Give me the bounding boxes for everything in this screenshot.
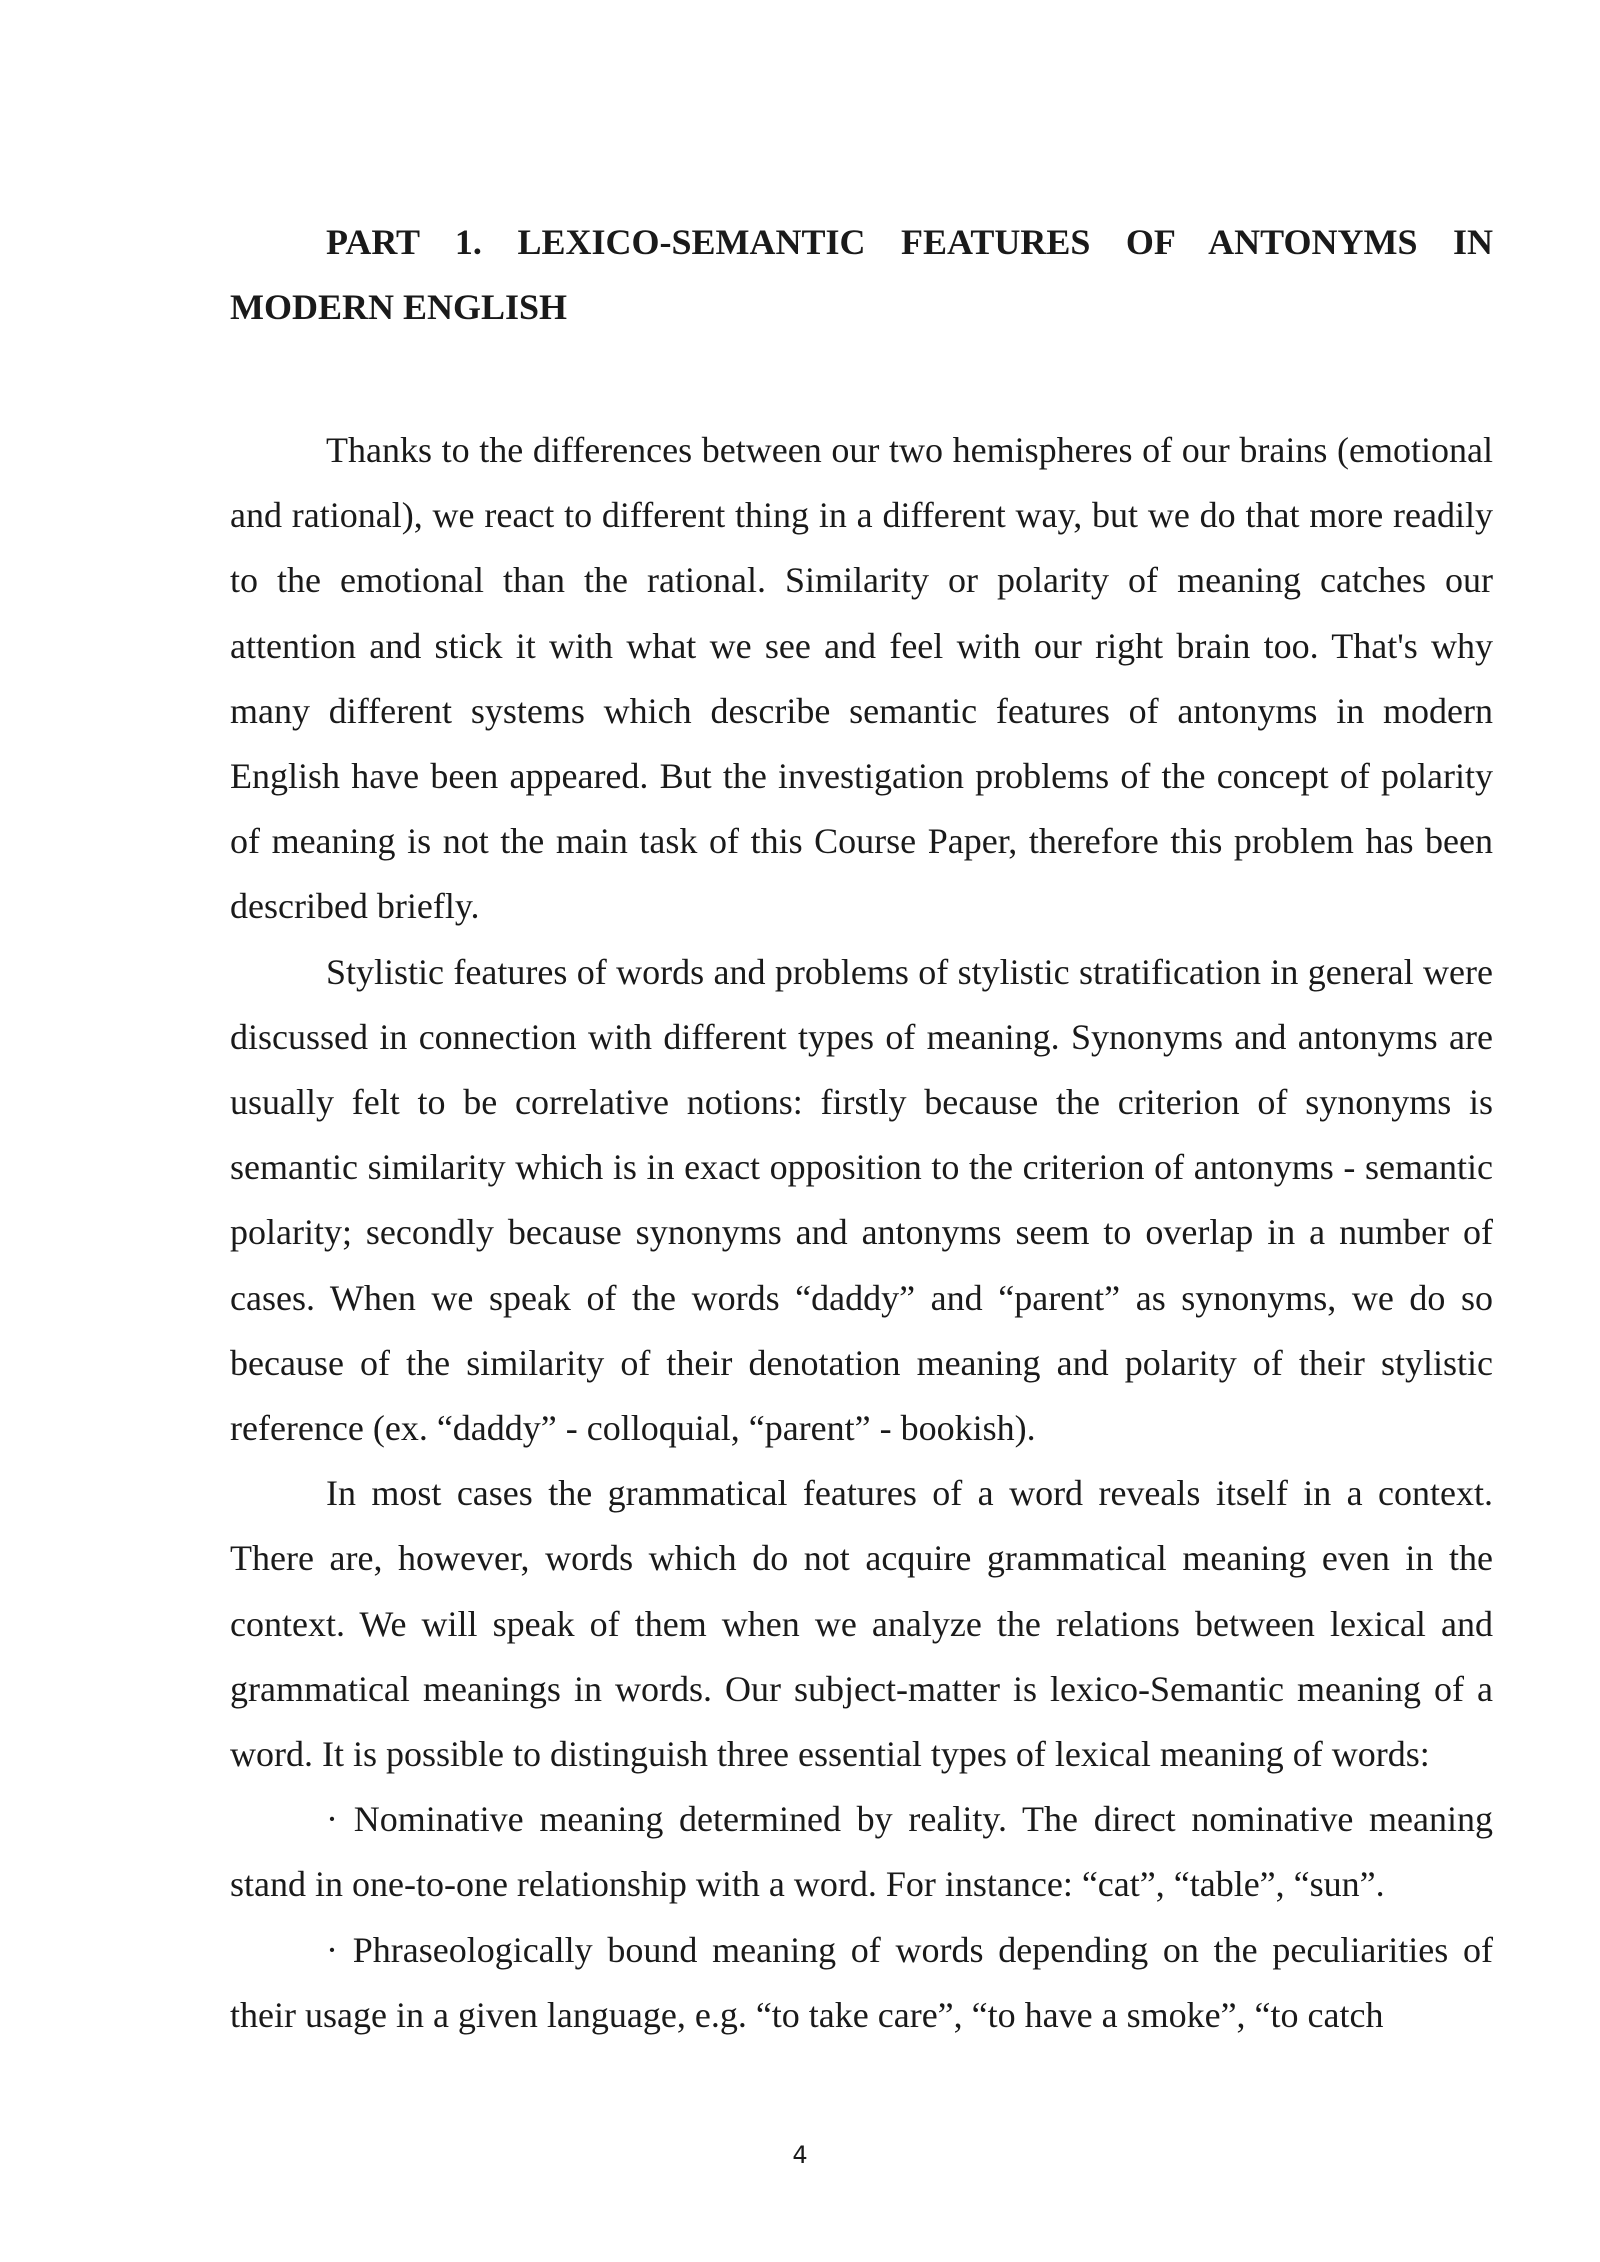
chapter-heading: PART 1. LEXICO-SEMANTIC FEATURES OF ANTONYMS IN MODERN ENGLISH: [230, 222, 1493, 327]
bullet-paragraph: · Nominative meaning determined by reality. The direct nominative meaning stand in one-to-one relationship with a word. For instance: “cat”, “table”, “sun”.: [230, 1799, 1493, 1905]
page-body: [230, 210, 1493, 2048]
paragraph: Stylistic features of words and problems of stylistic stratification in general were discussed in connection with different types of meaning. Synonyms and antonyms are usually felt to be correlative notions: firstly because the criterion of synonyms is semantic similarity which is in exact opposition to the criterion of antonyms - semantic polarity; secondly because synonyms and antonyms seem to overlap in a number of cases. When we speak of the words “daddy” and “parent” as synonyms, we do so because of the similarity of their denotation meaning and polarity of their stylistic reference (ex. “daddy” - colloquial, “parent” - bookish).: [230, 951, 1493, 1449]
page-number: 4: [792, 2141, 808, 2169]
bullet-paragraph: · Phraseologically bound meaning of words depending on the peculiarities of their usage in a given language, e.g. “to take care”, “to have a smoke”, “to catch: [230, 1929, 1493, 2035]
paragraph: Thanks to the differences between our two hemispheres of our brains (emotional and rational), we react to different thing in a different way, but we do that more readily to the emotional than the rational. Similarity or polarity of meaning catches our attention and stick it with what we see and feel with our right brain too. That's why many different systems which describe semantic features of antonyms in modern English have been appeared. But the investigation problems of the concept of polarity of meaning is not the main task of this Course Paper, therefore this problem has been described briefly.: [230, 430, 1493, 927]
paragraph: In most cases the grammatical features of a word reveals itself in a context. There are, however, words which do not acquire grammatical meaning even in the context. We will speak of them when we analyze the relations between lexical and grammatical meanings in words. Our subject-matter is lexico-Semantic meaning of a word. It is possible to distinguish three essential types of lexical meaning of words:: [230, 1473, 1493, 1775]
